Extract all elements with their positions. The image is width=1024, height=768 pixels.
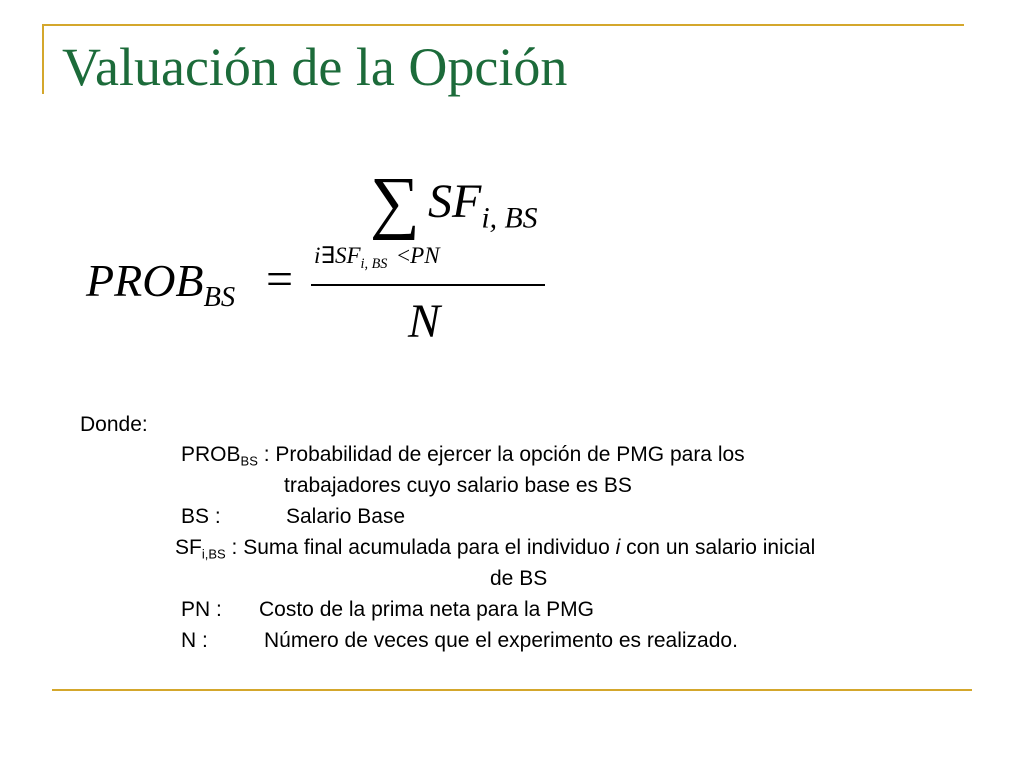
condition-pn: PN xyxy=(410,243,440,268)
formula-denominator: N xyxy=(408,295,441,348)
definition-n-term: N : xyxy=(181,629,208,652)
numerator-text: SF xyxy=(428,175,482,228)
legend-heading: Donde: xyxy=(80,413,148,436)
definition-sf-continued: de BS xyxy=(490,567,548,590)
less-than-symbol: < xyxy=(397,243,411,268)
formula-equals: = xyxy=(266,253,294,306)
definition-pn-description: Costo de la prima neta para la PMG xyxy=(259,598,594,621)
sf-description-index: i xyxy=(615,536,621,559)
formula-lhs-subscript: BS xyxy=(203,281,236,313)
definition-prob-continued: trabajadores cuyo salario base es BS xyxy=(284,474,632,497)
definition-sf xyxy=(175,535,815,560)
definition-bs-description: Salario Base xyxy=(286,505,406,528)
prob-description: : Probabilidad de ejercer la opción de PMG para los xyxy=(257,443,745,466)
sf-description-a: : Suma final acumulada para el individuo xyxy=(225,536,616,559)
prob-term-subscript: BS xyxy=(240,453,258,469)
summation-symbol: ∑ xyxy=(370,164,420,241)
condition-subscript: i, BS xyxy=(360,255,388,272)
sf-description-c: con un salario inicial xyxy=(620,536,816,559)
definition-prob xyxy=(181,442,745,467)
definition-bs-term: BS : xyxy=(181,505,221,528)
definition-pn-term: PN : xyxy=(181,598,222,621)
condition-sf: SF xyxy=(334,243,361,268)
prob-term: PROB xyxy=(181,443,241,466)
formula-lhs-text: PROB xyxy=(86,255,204,306)
sf-term: SF xyxy=(175,536,202,559)
definition-n-description: Número de veces que el experimento es realizado. xyxy=(264,629,738,652)
sf-term-subscript: i,BS xyxy=(201,546,226,562)
condition-index: i xyxy=(314,243,321,268)
exists-symbol: ∃ xyxy=(320,243,335,268)
slide-title: Valuación de la Opción xyxy=(62,37,568,97)
numerator-subscript: i, BS xyxy=(481,201,538,235)
